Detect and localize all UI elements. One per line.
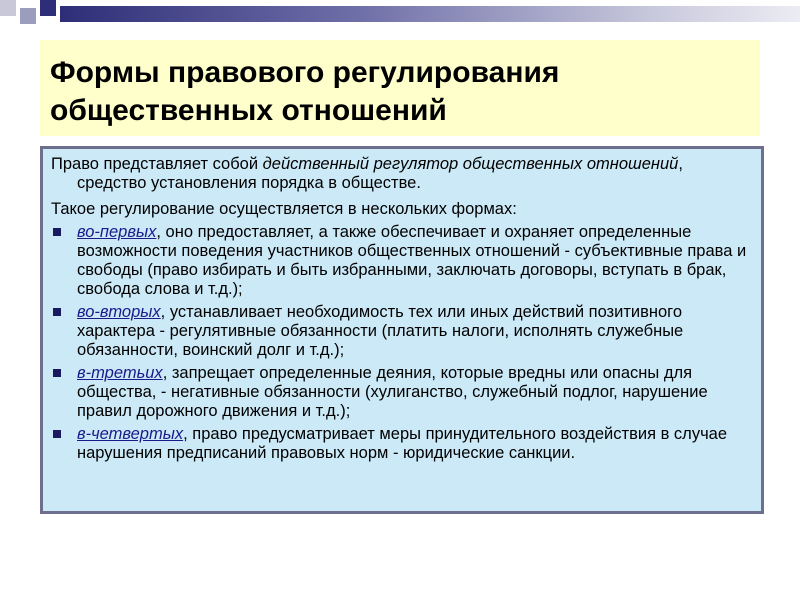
list-item-text: , оно предоставляет, а также обеспечивает и охраняет определенные возможности поведения участников общественных отношений - субъективные права и свободы (право избирать и быть избранными, заключать договоры, вступать в брак, свобода слова и т.д.);: [77, 223, 747, 298]
decor-square: [20, 8, 36, 24]
list-item-ordinal: во-первых: [77, 223, 157, 241]
lead-paragraph: Такое регулирование осуществляется в нескольких формах:: [51, 200, 517, 218]
bullet-square-icon: [53, 228, 61, 236]
slide-title-line-1: Формы правового регулирования: [50, 56, 560, 89]
list-item-ordinal: в-четвертых: [77, 425, 184, 443]
list-item-text: , устанавливает необходимость тех или иных действий позитивного характера - регулятивные обязанности (платить налоги, исполнять служебные обязанности, воинский долг и т.д.);: [77, 303, 684, 359]
decorative-header-bar: [0, 0, 800, 38]
list-item: [51, 223, 753, 299]
list-item-ordinal: во-вторых: [77, 303, 161, 321]
decor-gradient-strip: [60, 6, 800, 22]
bullet-square-icon: [53, 369, 61, 377]
decor-square: [40, 0, 56, 16]
bullet-square-icon: [53, 430, 61, 438]
bullet-square-icon: [53, 308, 61, 316]
list-item-ordinal: в-третьих: [77, 364, 163, 382]
list-item-text: , запрещает определенные деяния, которые вредны или опасны для общества, - негативные обязанности (хулиганство, служебный подлог, нарушение правил дорожного движения и т.д.);: [77, 364, 708, 420]
list-item: [51, 303, 753, 360]
decor-square: [0, 0, 16, 16]
intro-prefix: Право представляет собой: [51, 155, 263, 173]
slide-title-line-2: общественных отношений: [50, 94, 447, 127]
list-item: [51, 364, 753, 421]
intro-suffix: , средство установления порядка в обществе.: [77, 155, 683, 192]
slide-title-box: [40, 40, 760, 136]
list-item: [51, 425, 753, 463]
list-item-text: , право предусматривает меры принудительного воздействия в случае нарушения предписаний правовых норм - юридические санкции.: [77, 425, 728, 462]
slide-content-box: [40, 146, 764, 514]
intro-emphasis: действенный регулятор общественных отношений: [262, 155, 679, 173]
intro-paragraph: [51, 155, 753, 193]
